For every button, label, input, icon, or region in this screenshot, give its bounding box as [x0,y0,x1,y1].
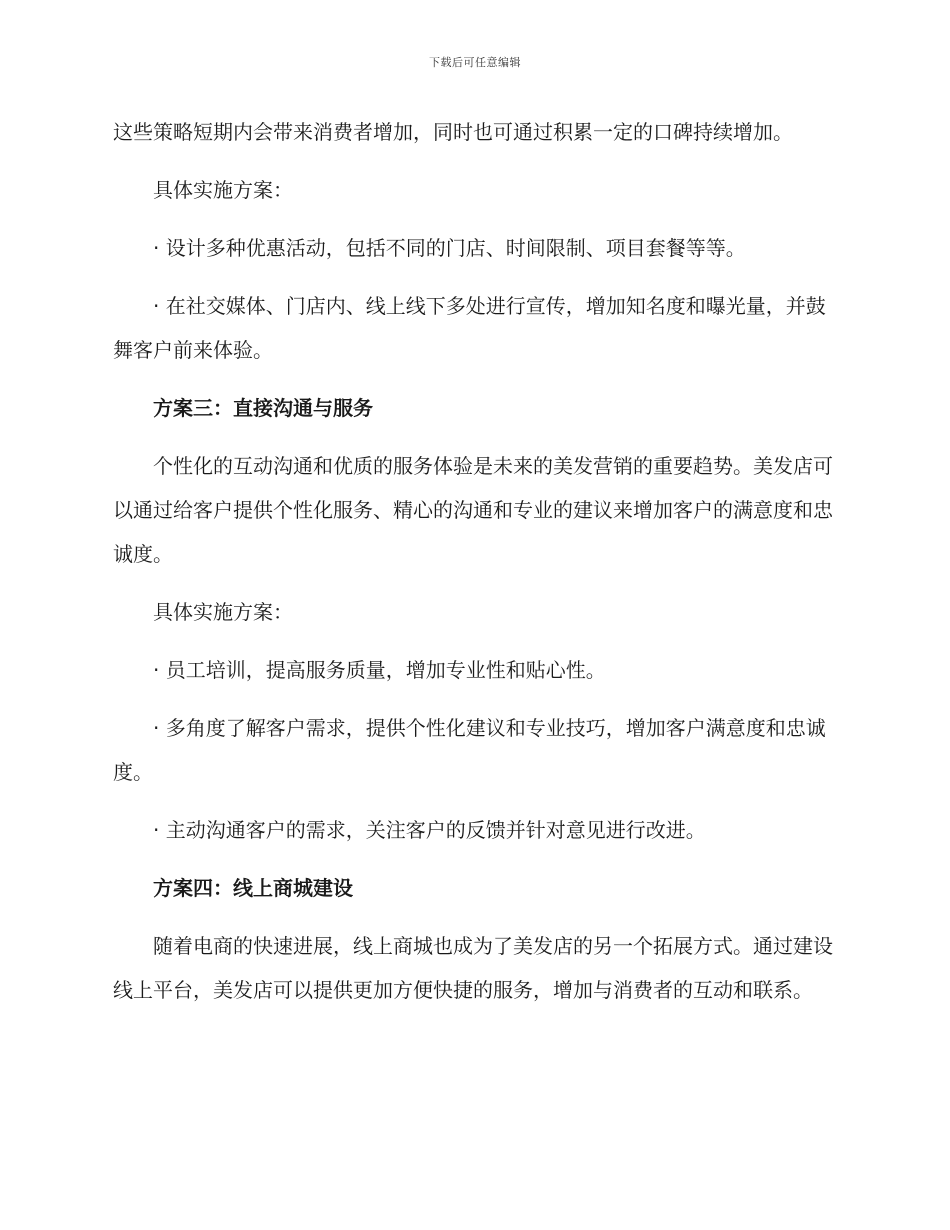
paragraph: 随着电商的快速进展，线上商城也成为了美发店的另一个拓展方式。通过建设线上平台，美发店可以提供更加方便快捷的服务，增加与消费者的互动和联系。 [113,934,833,1002]
subheading-implementation: 具体实施方案： [153,178,293,202]
bullet-item: · 多角度了解客户需求，提供个性化建议和专业技巧，增加客户满意度和忠诚度。 [113,716,826,784]
bullet-item: · 主动沟通客户的需求，关注客户的反馈并针对意见进行改进。 [153,818,706,842]
bullet-item: · 设计多种优惠活动，包括不同的门店、时间限制、项目套餐等等。 [153,236,746,260]
paragraph: 个性化的互动沟通和优质的服务体验是未来的美发营销的重要趋势。美发店可以通过给客户提供个性化服务、精心的沟通和专业的建议来增加客户的满意度和忠诚度。 [113,454,833,566]
header-note: 下载后可任意编辑 [429,56,521,69]
bullet-item: · 在社交媒体、门店内、线上线下多处进行宣传，增加知名度和曝光量，并鼓舞客户前来体验。 [113,294,826,362]
paragraph: 这些策略短期内会带来消费者增加，同时也可通过积累一定的口碑持续增加。 [113,120,793,144]
section-heading: 方案三：直接沟通与服务 [153,396,373,420]
section-heading: 方案四：线上商城建设 [153,876,353,900]
subheading-implementation: 具体实施方案： [153,600,293,624]
bullet-item: · 员工培训，提高服务质量，增加专业性和贴心性。 [153,658,606,682]
document-body [113,110,833,1026]
